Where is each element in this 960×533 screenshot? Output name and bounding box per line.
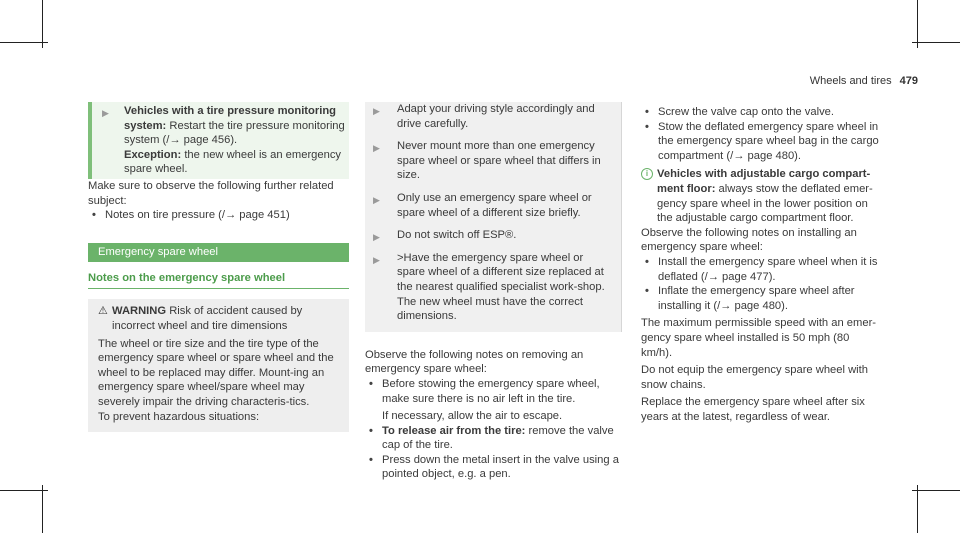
arrow-icon: ▶: [373, 232, 380, 243]
column-2: [365, 104, 622, 482]
warning-head-text: Risk of accident caused by incorrect wheel and tire dimensions: [112, 305, 303, 332]
page-number: 479: [899, 75, 918, 87]
bullet-screw-cap: • Screw the valve cap onto the valve.: [645, 105, 881, 120]
bullet-before-stowing: [369, 377, 622, 424]
arrow-steps: [365, 102, 622, 332]
step-3: [365, 191, 611, 220]
arrow-icon: ▶: [373, 194, 380, 205]
crop-mark: [42, 0, 43, 48]
arrow-icon: ▶: [373, 254, 380, 265]
crop-mark: [0, 42, 48, 43]
bullet-release-air: [369, 424, 622, 453]
crop-mark: [912, 42, 960, 43]
step-text: Do not switch off ESP®.: [397, 229, 517, 242]
step-4: [365, 228, 611, 243]
info-note: [641, 167, 881, 225]
warning-prevent: To prevent hazardous situations:: [98, 410, 260, 423]
crop-mark: [917, 485, 918, 533]
subsection-title: Notes on the emergency spare wheel: [88, 271, 349, 290]
tpms-item: [102, 104, 349, 177]
bullet-text: remove the valve cap of the tire.: [382, 424, 614, 452]
arrow-icon: ▶: [102, 108, 109, 118]
max-speed-text: The maximum permissible speed with an emer-gency spare wheel installed is 50 mph (80 km/h).: [641, 317, 877, 359]
warning-head: [98, 304, 339, 333]
warning-label: WARNING: [112, 305, 167, 318]
tpms-text[interactable]: Restart the tire pressure monitoring system (/→ page 456).: [124, 119, 345, 147]
section-band: Emergency spare wheel: [88, 243, 349, 262]
info-icon: i: [641, 168, 653, 180]
observe-text: Make sure to observe the following further related subject:: [88, 179, 334, 207]
info-text: always stow the deflated emer-gency spare wheel in the lower position on the adjustable cargo compartment floor.: [657, 182, 873, 225]
step-2: [365, 139, 611, 183]
step-text: Only use an emergency spare wheel or spare wheel of a different size briefly.: [397, 191, 592, 219]
tpms-note: [88, 102, 349, 179]
arrow-icon: ▶: [373, 143, 380, 154]
snow-chains-text: Do not equip the emergency spare wheel with snow chains.: [641, 364, 868, 391]
warning-body: The wheel or tire size and the tire type of the emergency spare wheel or spare wheel and the wheel to be replaced may differ. Mount-ing an emergency spare wheel/spare wheel may severely impair the driving characteris-tics.: [98, 337, 334, 408]
crop-mark: [912, 490, 960, 491]
column-1: [88, 102, 349, 432]
replace-text: Replace the emergency spare wheel after six years at the latest, regardless of wear.: [641, 396, 865, 423]
warning-icon: ⚠: [98, 305, 108, 318]
bullet-press-down: • Press down the metal insert in the valve using a pointed object, e.g. a pen.: [369, 453, 622, 482]
info-label: Vehicles with adjustable cargo compart-ment floor:: [657, 168, 871, 195]
bullet-install[interactable]: • Install the emergency spare wheel when it is deflated (/→ page 477).: [645, 255, 881, 284]
section-name: Wheels and tires: [809, 75, 892, 87]
bullet-subtext: If necessary, allow the air to escape.: [382, 410, 563, 423]
warning-box: [88, 299, 349, 432]
column-3: [641, 105, 881, 424]
page-header: [810, 74, 918, 89]
tire-pressure-link[interactable]: • Notes on tire pressure (/→ page 451): [92, 208, 349, 223]
bullet-inflate[interactable]: • Inflate the emergency spare wheel after installing it (/→ page 480).: [645, 284, 881, 313]
step-text: >Have the emergency spare wheel or spare wheel of a different size replaced at the nearest qualified specialist work-shop. The new wheel must have the correct dimensions.: [397, 251, 605, 323]
step-1: [365, 102, 611, 131]
exception-label: Exception:: [124, 148, 182, 161]
bullet-text: • Before stowing the emergency spare wheel, make sure there is no air left in the tire.: [382, 377, 600, 405]
arrow-icon: ▶: [373, 106, 380, 116]
step-text: Never mount more than one emergency spare wheel or spare wheel that differs in size.: [397, 140, 601, 182]
bullet-label: To release air from the tire:: [382, 424, 526, 437]
observe-installing: Observe the following notes on installing an emergency spare wheel:: [641, 226, 857, 254]
observe-removing: Observe the following notes on removing an emergency spare wheel:: [365, 348, 584, 376]
tpms-title: Vehicles with a tire pressure monitoring system:: [124, 105, 336, 132]
crop-mark: [42, 485, 43, 533]
step-text: Adapt your driving style accordingly and drive carefully.: [397, 103, 595, 130]
bullet-stow-wheel[interactable]: • Stow the deflated emergency spare wheel in the emergency spare wheel bag in the cargo compartment (/→ page 480).: [645, 120, 881, 164]
exception-text: the new wheel is an emergency spare wheel.: [124, 148, 342, 176]
crop-mark: [0, 490, 48, 491]
step-5: [365, 251, 611, 324]
crop-mark: [917, 0, 918, 48]
